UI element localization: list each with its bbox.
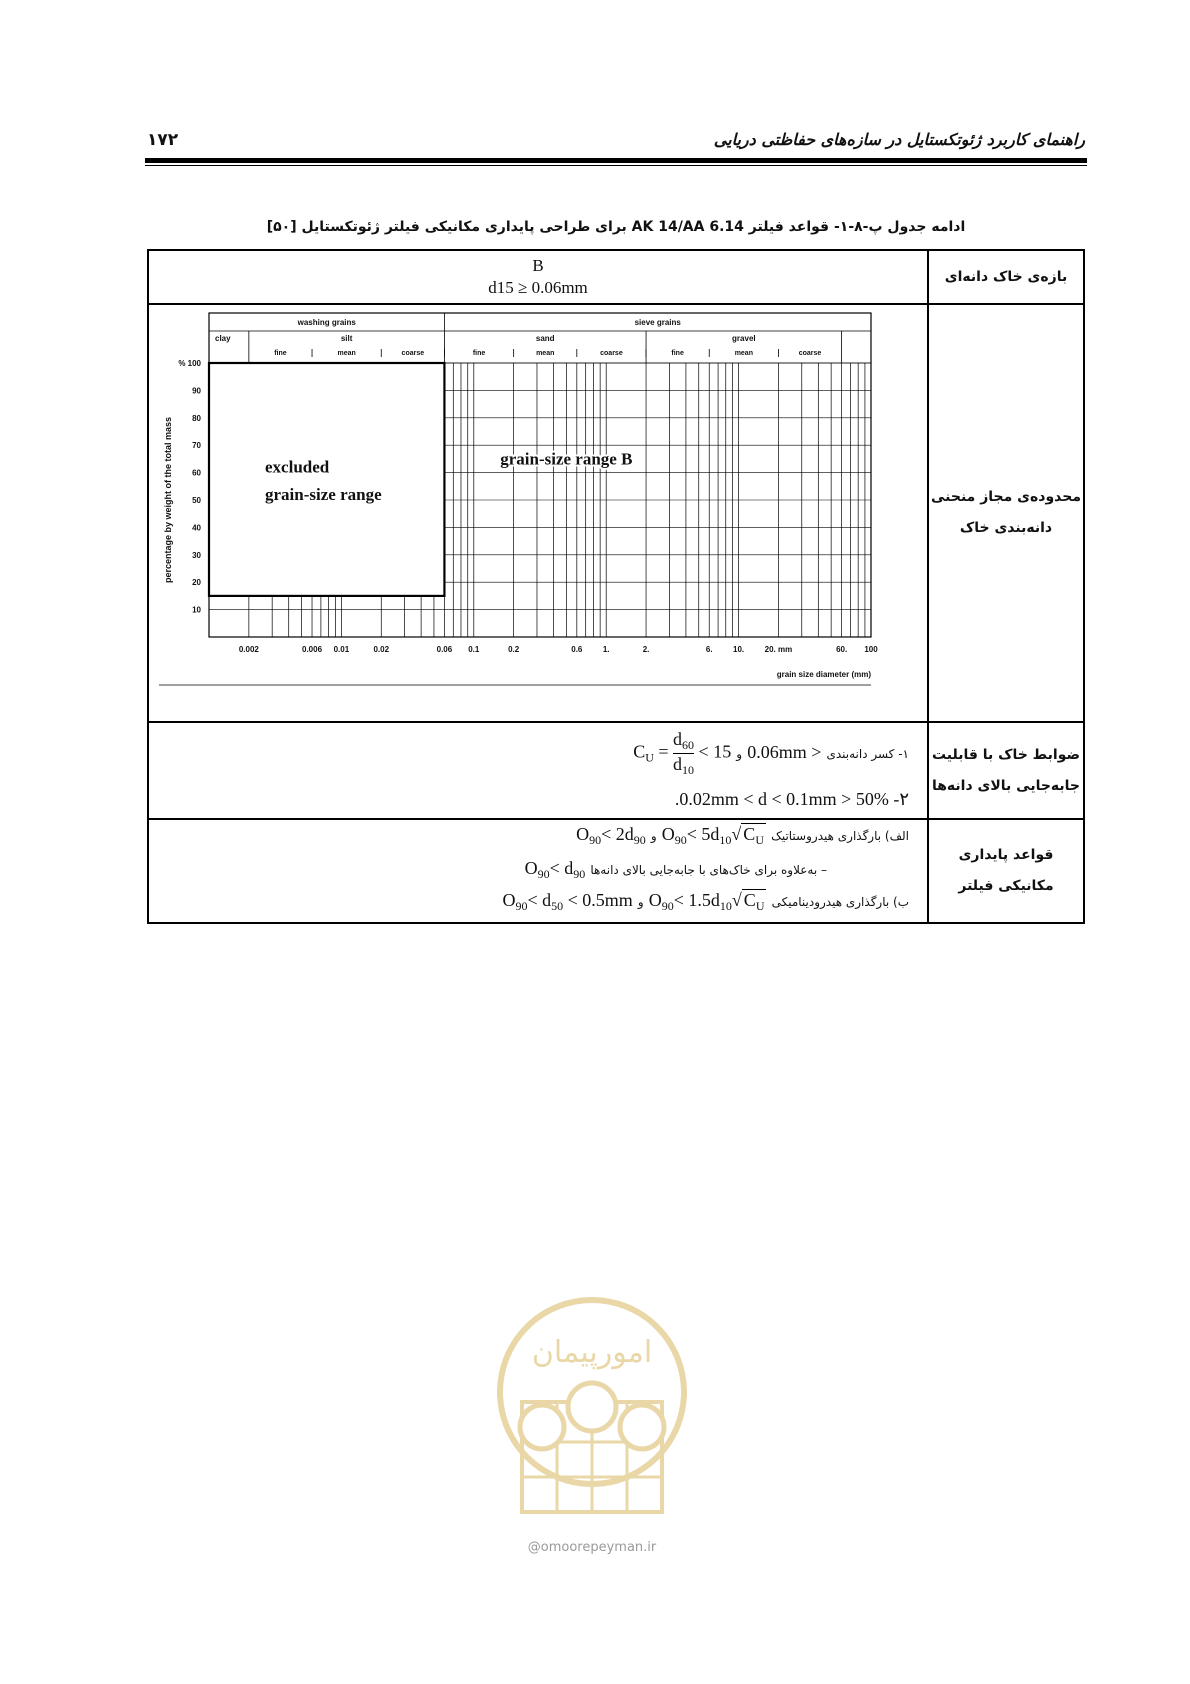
page-header bbox=[147, 130, 1085, 170]
subdivision-label: mean bbox=[337, 350, 356, 357]
row-label-mobile-soil-criteria: ضوابط خاک با قابلیت جابه‌جایی بالای دانه‌ها bbox=[928, 722, 1084, 819]
excluded-label-2: grain-size range bbox=[265, 485, 382, 504]
rule-hydrostatic-and: و bbox=[650, 829, 657, 843]
watermark-logo-text: امورپیمان bbox=[531, 1335, 653, 1370]
rule-mobile bbox=[525, 858, 827, 882]
rule-hydrodynamic-and: و bbox=[637, 895, 644, 909]
excluded-label-1: excluded bbox=[265, 457, 330, 477]
subdivision-label: mean bbox=[734, 350, 753, 357]
row-label-stability-rules: قواعد پایداری مکانیکی فیلتر bbox=[928, 819, 1084, 923]
y-tick-label: 60 bbox=[192, 468, 201, 478]
x-tick-label: 0.2 bbox=[508, 645, 520, 654]
rule-mobile-text: – به‌علاوه برای خاک‌های با جابه‌جایی بالای دانه‌ها bbox=[590, 863, 827, 877]
criterion-1-and: و bbox=[736, 747, 743, 761]
watermark-logo bbox=[482, 1282, 702, 1537]
rules-cell bbox=[148, 819, 928, 923]
rule-hydrostatic-formula-a: $O_{90}< 5d_{10}√$ $C_U$ bbox=[661, 824, 764, 847]
rule-hydrostatic-text: الف) بارگذاری هیدروستاتیک bbox=[771, 829, 909, 843]
watermark bbox=[482, 1282, 702, 1562]
x-tick-label: 20. mm bbox=[764, 645, 793, 654]
criteria-cell bbox=[148, 722, 928, 819]
x-tick-label: 0.006 bbox=[302, 645, 323, 654]
y-axis-title: percentage by weight of the total mass bbox=[163, 416, 173, 584]
y-tick-label: 80 bbox=[192, 413, 201, 423]
x-tick-label: 6. bbox=[705, 645, 713, 654]
x-tick-label: 0.01 bbox=[333, 645, 350, 654]
x-tick-label: 0.002 bbox=[238, 645, 259, 654]
row-label-soil-range: بازه‌ی خاک دانه‌ای bbox=[928, 250, 1084, 304]
y-tick-label: 20 bbox=[192, 578, 201, 588]
page-number: ۱۷۲ bbox=[147, 130, 179, 150]
rule-hydrodynamic-text: ب) بارگذاری هیدرودینامیکی bbox=[771, 895, 909, 909]
x-tick-label: 0.6 bbox=[571, 645, 583, 654]
x-axis-title: grain size diameter (mm) bbox=[776, 670, 871, 679]
y-tick-label: 70 bbox=[192, 441, 201, 451]
subdivision-label: fine bbox=[274, 350, 287, 357]
x-tick-label: 100 bbox=[864, 645, 878, 654]
rule-hydrodynamic bbox=[502, 890, 909, 914]
subdivision-label: coarse bbox=[600, 350, 623, 357]
criterion-2: ۲- 0.02mm < d < 0.1mm > 50%. bbox=[674, 789, 909, 809]
range-label: grain-size range B bbox=[500, 449, 633, 469]
y-tick-label: 30 bbox=[192, 550, 201, 560]
grading-chart bbox=[149, 305, 927, 721]
criterion-1-formula-a: 0.06mm > bbox=[747, 742, 822, 762]
watermark-text: @omoorepeyman.ir bbox=[527, 1540, 657, 1555]
x-tick-label: 10. bbox=[733, 645, 745, 654]
x-tick-label: 2. bbox=[642, 645, 650, 654]
grading-chart-cell bbox=[148, 304, 928, 722]
x-tick-label: 0.06 bbox=[436, 645, 453, 654]
y-tick-label: 40 bbox=[192, 523, 201, 533]
top-group-washing: washing grains bbox=[297, 318, 356, 327]
subgroup-gravel: gravel bbox=[732, 334, 756, 343]
x-tick-label: 0.02 bbox=[373, 645, 390, 654]
criterion-1-formula-b: < 15 bbox=[698, 741, 732, 762]
x-tick-label: 60. bbox=[836, 645, 848, 654]
subgroup-silt: silt bbox=[340, 334, 353, 343]
subdivision-label: mean bbox=[536, 350, 555, 357]
range-cell bbox=[148, 250, 928, 304]
rule-hydrodynamic-formula-a: $O_{90}< 1.5d_{10}√$ $C_U$ bbox=[648, 890, 765, 913]
rule-mobile-formula: $O_{90}< d_{90}$ bbox=[524, 858, 586, 881]
cu-formula: $C_U$ = $\frac{d_{60}}{d_{10}}$ < 15 bbox=[633, 729, 732, 777]
subdivision-label: coarse bbox=[798, 350, 822, 357]
header-rule-thick bbox=[145, 158, 1087, 163]
y-tick-label: 90 bbox=[192, 386, 201, 396]
running-title: راهنمای کاربرد ژئوتکستایل در سازه‌های حفاظتی دریایی bbox=[713, 130, 1085, 149]
criterion-1-text: ۱- کسر دانه‌بندی bbox=[826, 747, 909, 761]
range-letter: B bbox=[532, 256, 544, 275]
subdivision-label: coarse bbox=[401, 350, 425, 357]
rule-hydrodynamic-formula-b: $O_{90}< d_{50} < 0.5mm$ bbox=[502, 890, 633, 913]
table-caption: ادامه جدول پ-۸-۱- قواعد فیلتر AK 14/AA 6.14 برای طراحی پایداری مکانیکی فیلتر ژئوتکستایل [۵۰] bbox=[266, 219, 966, 235]
y-tick-label: 10 bbox=[192, 605, 201, 615]
top-group-sieve: sieve grains bbox=[634, 318, 681, 327]
y-tick-label: % 100 bbox=[178, 359, 201, 368]
x-tick-label: 0.1 bbox=[468, 645, 480, 654]
excluded-region bbox=[209, 363, 444, 596]
row-label-grading-envelope: محدوده‌ی مجاز منحنی دانه‌بندی خاک bbox=[928, 304, 1084, 722]
y-tick-label: 50 bbox=[192, 496, 201, 505]
subdivision-label: fine bbox=[671, 350, 684, 357]
header-rule-thin bbox=[145, 165, 1087, 166]
rule-hydrostatic-formula-b: $O_{90}< 2d_{90}$ bbox=[576, 824, 646, 847]
range-condition: d15 ≥ 0.06mm bbox=[488, 278, 588, 297]
x-tick-label: 1. bbox=[602, 645, 610, 654]
subgroup-sand: sand bbox=[535, 334, 555, 343]
filter-rules-table bbox=[147, 249, 1085, 924]
subgroup-clay: clay bbox=[215, 334, 231, 343]
subdivision-label: fine bbox=[472, 350, 486, 357]
criterion-1 bbox=[633, 729, 909, 778]
rule-hydrostatic bbox=[576, 824, 909, 848]
